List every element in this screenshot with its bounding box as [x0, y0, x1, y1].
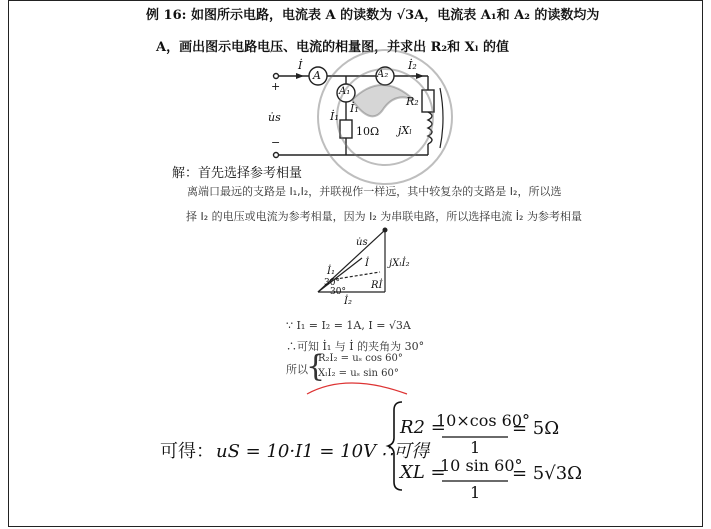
small-brace: { [306, 349, 326, 384]
solution-paragraph-2: 择 I₂ 的电压或电流为参考相量，因为 I₂ 为串联电路，所以选择电流 İ₂ 为参考相量 [186, 210, 582, 223]
solution-heading: 解：首先选择参考相量 [172, 166, 303, 181]
result-us-expression: uS = 10·I1 = 10V ∴可得 [216, 441, 430, 462]
solution-paragraph-1: 离端口最远的支路是 I₁,I₂，并联视作一样远，其中较复杂的支路是 I₂，所以选 [187, 185, 562, 198]
phasor-i2-label: İ₂ [344, 296, 352, 307]
resistor-r2-label: R₂ [406, 95, 419, 108]
r2-denominator: 1 [470, 438, 481, 457]
equation-3a: R₂I₂ = uₛ cos 60° [318, 353, 403, 364]
equation-3b: XₗI₂ = uₛ sin 60° [318, 368, 399, 379]
equation-1: ∵ I₁ = I₂ = 1A, I = √3A [286, 319, 411, 332]
phasor-angle-a: 30° [324, 278, 340, 288]
ammeter-a1-label: A₁ [339, 86, 351, 97]
voltage-us-label: u̇s [268, 111, 281, 124]
equation-3-prefix: 所以 [286, 363, 308, 376]
resistor-10-label: 10Ω [356, 125, 380, 138]
r2-value: = 5Ω [512, 418, 560, 439]
r2-numerator: 10×cos 60° [436, 411, 531, 430]
phasor-i-label: İ [365, 258, 369, 269]
current-i1-label: İ₁ [330, 110, 339, 123]
phasor-jxl-label: jXₗİ₂ [389, 258, 410, 269]
xl-lhs: XL = [400, 462, 446, 483]
result-prefix: 可得： [160, 441, 214, 462]
current-i-label: İ [298, 59, 303, 72]
plus-terminal: + [271, 80, 281, 93]
xl-numerator: 10 sin 60° [440, 456, 523, 475]
reactance-xl-label: jXₗ [398, 124, 412, 137]
minus-terminal: − [271, 136, 281, 149]
equation-2: ∴可知 İ₁ 与 İ 的夹角为 30° [286, 340, 425, 353]
ammeter-a-label: A [313, 69, 321, 82]
xl-value: = 5√3Ω [512, 463, 583, 484]
current-i2-label: İ₂ [408, 59, 417, 72]
phasor-us-label: u̇s [356, 237, 368, 248]
xl-denominator: 1 [470, 483, 481, 502]
phasor-angle-b: 30° [330, 287, 346, 297]
r2-lhs: R2 = [400, 417, 446, 438]
phasor-i1-label: İ₁ [327, 266, 335, 277]
phasor-ri-label: Rİ [371, 280, 383, 291]
current-i3-label: İ₁ [350, 102, 359, 115]
problem-line-2: A，画出图示电路电压、电流的相量图，并求出 R₂和 Xₗ 的值 [156, 40, 510, 55]
problem-line-1: 例 16: 如图所示电路，电流表 A 的读数为 √3A，电流表 A₁和 A₂ 的读数均为 [146, 8, 600, 23]
ammeter-a2-label: A₂ [377, 69, 389, 80]
